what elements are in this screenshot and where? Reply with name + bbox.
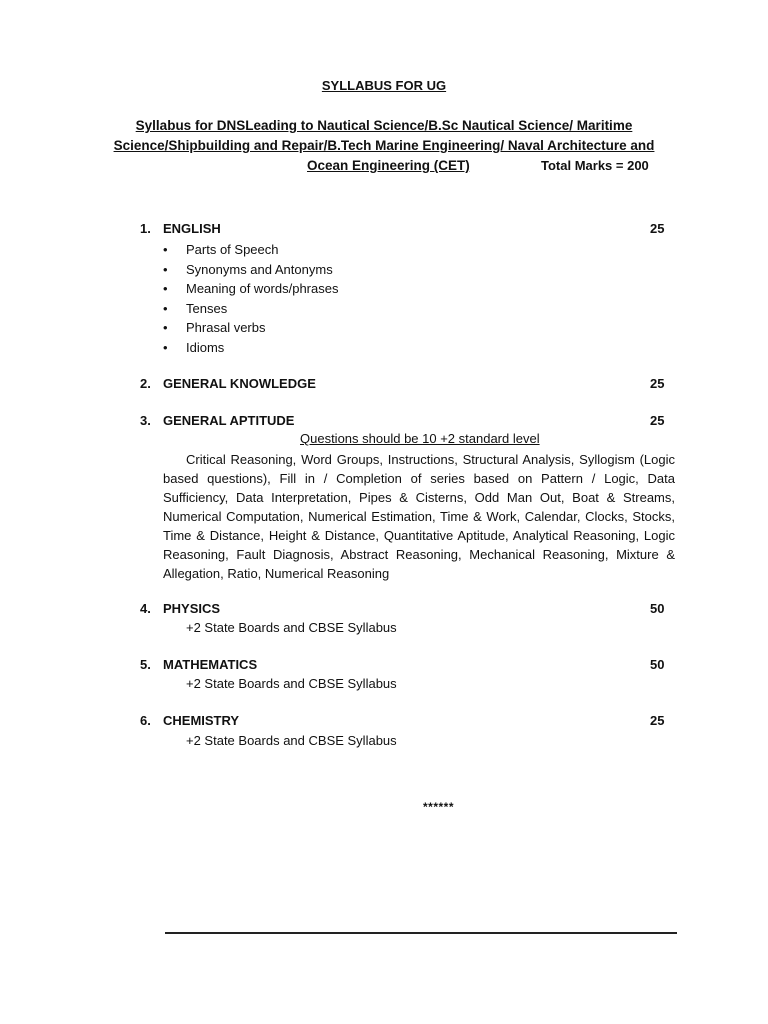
topic-label: Tenses — [186, 300, 228, 316]
page-title: SYLLABUS FOR UG — [321, 78, 447, 93]
footer-divider — [165, 932, 677, 934]
mathematics-syllabus-detail: +2 State Boards and CBSE Syllabus — [186, 676, 397, 691]
section-title-general-aptitude: GENERAL APTITUDE — [163, 413, 295, 428]
list-item — [163, 338, 338, 358]
section-marks: 25 — [650, 413, 665, 428]
bullet-icon: • — [163, 261, 168, 277]
topic-label: Parts of Speech — [186, 242, 279, 257]
topic-label: Synonyms and Antonyms — [186, 261, 333, 277]
end-of-document-mark: ****** — [423, 800, 455, 814]
section-marks: 50 — [650, 657, 665, 672]
section-marks: 50 — [650, 601, 665, 616]
section-title-english: ENGLISH — [163, 221, 221, 236]
section-number: 4. — [140, 601, 151, 616]
list-item — [163, 279, 338, 299]
bullet-icon: • — [163, 242, 168, 257]
total-marks: Total Marks = 200 — [541, 158, 649, 173]
topic-label: Meaning of words/phrases — [186, 281, 339, 296]
section-marks: 25 — [650, 713, 665, 728]
aptitude-description: Critical Reasoning, Word Groups, Instructions, Structural Analysis, Syllogism (Logic based questions), Fill in / Completion of series based on Pattern / Logic, Data Sufficiency, Data Interpretation, Pipes & Cisterns, Odd Man Out, Boat & Streams, Numerical Computation, Numerical Estimation, Time & Work, Calendar, Clocks, Stocks, Time & Distance, Height & Distance, Quantitative Aptitude, Analytical Reasoning, Logic Reasoning, Fault Diagnosis, Abstract Reasoning, Mechanical Reasoning, Mixture & Allegation, Ratio, Numerical Reasoning — [163, 452, 675, 581]
section-title-general-knowledge: GENERAL KNOWLEDGE — [163, 376, 316, 391]
physics-syllabus-detail: +2 State Boards and CBSE Syllabus — [186, 620, 397, 635]
section-title-physics: PHYSICS — [163, 601, 221, 616]
list-item — [163, 240, 338, 260]
english-topic-list — [163, 240, 338, 357]
section-number: 3. — [140, 413, 151, 428]
bullet-icon: • — [163, 300, 168, 316]
topic-label: Phrasal verbs — [186, 320, 266, 335]
section-marks: 25 — [650, 376, 665, 391]
section-number: 6. — [140, 713, 151, 728]
list-item — [163, 299, 338, 319]
bullet-icon: • — [163, 320, 168, 335]
aptitude-level-note: Questions should be 10 +2 standard level — [300, 431, 540, 446]
section-title-chemistry: CHEMISTRY — [163, 713, 240, 728]
section-number: 2. — [140, 376, 151, 391]
section-marks: 25 — [650, 221, 665, 236]
bullet-icon: • — [163, 281, 168, 296]
section-title-mathematics: MATHEMATICS — [163, 657, 258, 672]
subtitle-line-1: Syllabus for DNSLeading to Nautical Science/B.Sc Nautical Science/ Maritime — [135, 118, 633, 133]
list-item — [163, 318, 338, 338]
topic-label: Idioms — [186, 339, 225, 355]
subtitle-line-3: Ocean Engineering (CET) — [307, 158, 470, 173]
section-number: 1. — [140, 221, 151, 236]
section-number: 5. — [140, 657, 151, 672]
list-item — [163, 260, 338, 280]
bullet-icon: • — [163, 339, 168, 355]
subtitle-line-2: Science/Shipbuilding and Repair/B.Tech Marine Engineering/ Naval Architecture and — [113, 138, 655, 153]
chemistry-syllabus-detail: +2 State Boards and CBSE Syllabus — [186, 733, 397, 748]
